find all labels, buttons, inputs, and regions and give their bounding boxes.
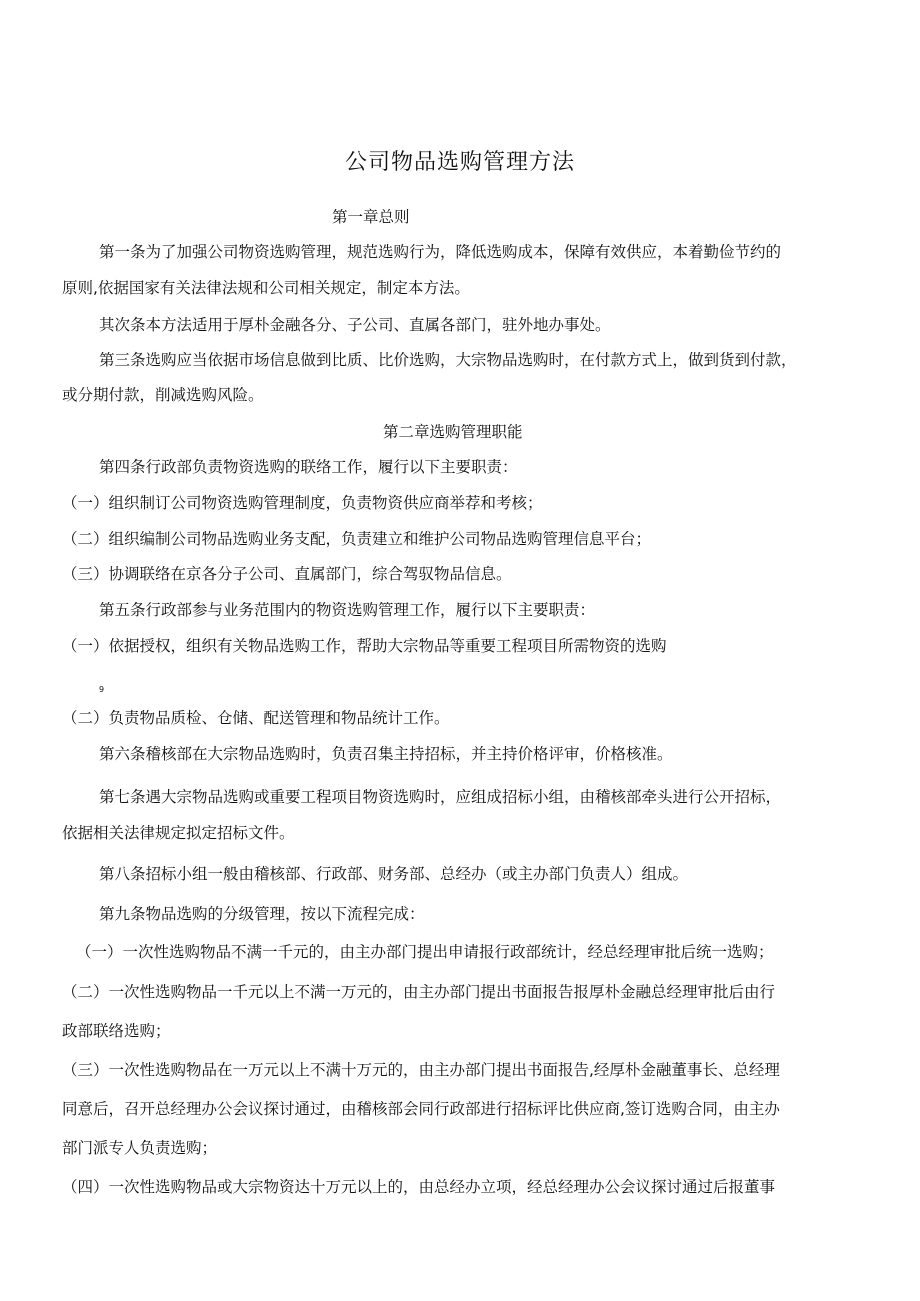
paragraph-line: 第九条物品选购的分级管理，按以下流程完成： xyxy=(99,905,425,923)
paragraph-line: 部门派专人负责选购； xyxy=(62,1139,218,1157)
paragraph-line: 第五条行政部参与业务范围内的物资选购管理工作，履行以下主要职责： xyxy=(99,601,596,619)
paragraph-line: 第八条招标小组一般由稽核部、行政部、财务部、总经办（或主办部门负责人）组成。 xyxy=(99,865,689,883)
paragraph-line: 第七条遇大宗物品选购或重要工程项目物资选购时，应组成招标小组，由稽核部牵头进行公开招标， xyxy=(99,788,782,806)
document-title: 公司物品选购管理方法 xyxy=(344,150,575,175)
paragraph-line: （一）一次性选购物品不满一千元的，由主办部门提出申请报行政部统计，经总经理审批后统一选购； xyxy=(76,943,774,961)
chapter-heading-1: 第一章总则 xyxy=(332,208,410,226)
paragraph-line: 原则,依据国家有关法律法规和公司相关规定，制定本方法。 xyxy=(62,279,470,297)
paragraph-line: 同意后，召开总经理办公会议探讨通过，由稽核部会同行政部进行招标评比供应商,签订选购合同，由主办 xyxy=(62,1100,780,1118)
paragraph-line: 或分期付款，削减选购风险。 xyxy=(62,386,264,404)
paragraph-line: 第三条选购应当依据市场信息做到比质、比价选购，大宗物品选购时，在付款方式上，做到货到付款， xyxy=(99,351,797,369)
paragraph-line: 第一条为了加强公司物资选购管理，规范选购行为，降低选购成本，保障有效供应，本着勤俭节约的 xyxy=(99,243,782,261)
paragraph-line: （二）一次性选购物品一千元以上不满一万元的，由主办部门提出书面报告报厚朴金融总经理审批后由行 xyxy=(62,983,776,1001)
paragraph-line: 第四条行政部负责物资选购的联络工作，履行以下主要职责： xyxy=(99,458,518,476)
paragraph-line: （一）组织制订公司物资选购管理制度，负责物资供应商举荐和考核； xyxy=(62,494,543,512)
paragraph-line: （三）一次性选购物品在一万元以上不满十万元的，由主办部门提出书面报告,经厚朴金融董事长、总经理 xyxy=(62,1061,780,1079)
paragraph-line: （二）组织编制公司物品选购业务支配，负责建立和维护公司物品选购管理信息平台； xyxy=(62,530,652,548)
paragraph-line: 其次条本方法适用于厚朴金融各分、子公司、直属各部门，驻外地办事处。 xyxy=(99,316,611,334)
chapter-heading-2: 第二章选购管理职能 xyxy=(383,423,523,441)
paragraph-line: （二）负责物品质检、仓储、配送管理和物品统计工作。 xyxy=(62,709,450,727)
paragraph-line: （四）一次性选购物品或大宗物资达十万元以上的，由总经办立项，经总经理办公会议探讨通过后报董事 xyxy=(62,1178,776,1196)
paragraph-line: 依据相关法律规定拟定招标文件。 xyxy=(62,824,295,842)
paragraph-line: （一）依据授权，组织有关物品选购工作，帮助大宗物品等重要工程项目所需物资的选购 xyxy=(62,637,667,655)
stray-mark: 9 xyxy=(99,685,105,694)
paragraph-line: 政部联络选购； xyxy=(62,1022,171,1040)
paragraph-line: （三）协调联络在京各分子公司、直属部门，综合驾驭物品信息。 xyxy=(62,565,512,583)
paragraph-line: 第六条稽核部在大宗物品选购时，负责召集主持招标，并主持价格评审，价格核准。 xyxy=(99,745,673,763)
